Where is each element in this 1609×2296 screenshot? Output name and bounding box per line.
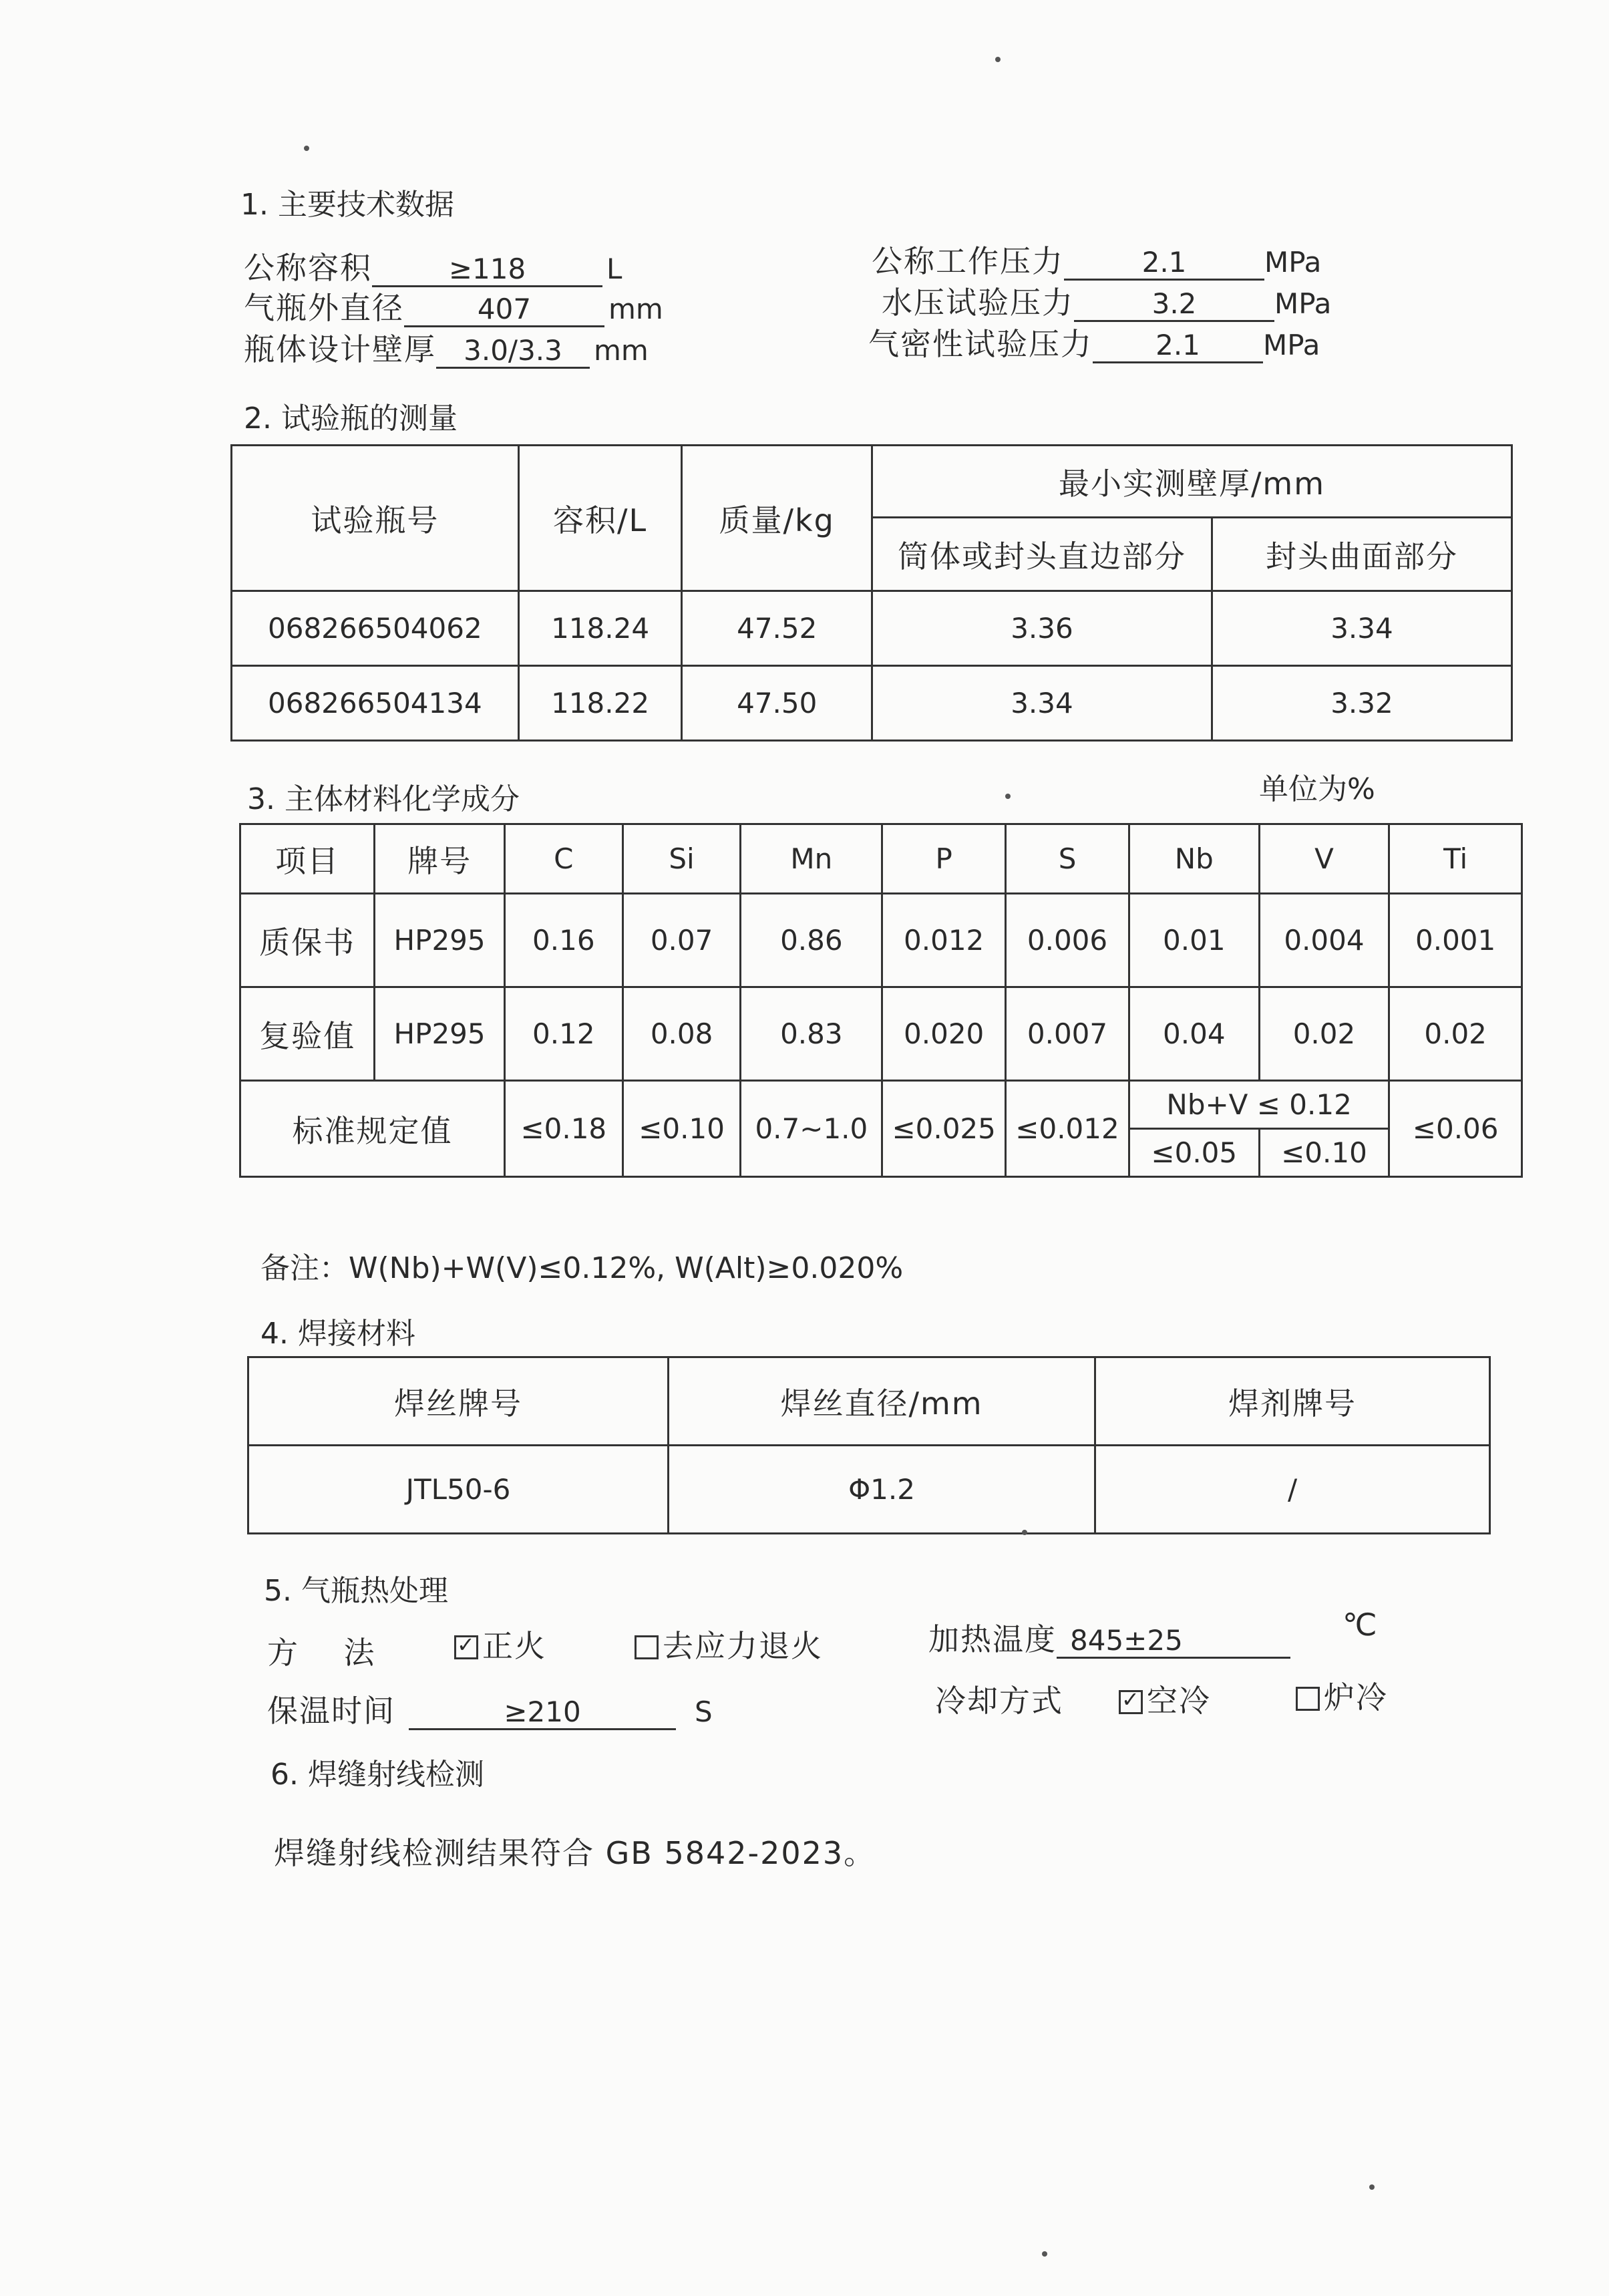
field-unit: MPa	[1264, 246, 1322, 279]
scan-speck	[1005, 794, 1011, 799]
heating-temperature-unit: ℃	[1343, 1607, 1379, 1643]
header-grade: 牌号	[375, 824, 505, 894]
field-label: 气瓶外直径	[244, 290, 404, 326]
section-3-title: 3. 主体材料化学成分	[247, 782, 520, 816]
section-1-title: 1. 主要技术数据	[240, 188, 454, 222]
option-label: 去应力退火	[663, 1628, 823, 1664]
cell-wire-grade: JTL50-6	[248, 1446, 669, 1534]
cell-bottle-no: 068266504062	[232, 591, 519, 666]
cell-item: 复验值	[240, 987, 375, 1081]
field-value: 2.1	[1093, 329, 1263, 363]
section-6-title: 6. 焊缝射线检测	[271, 1758, 484, 1792]
field-label: 公称工作压力	[872, 243, 1064, 279]
option-air-cooling[interactable]	[1119, 1677, 1211, 1721]
cell-si: 0.07	[622, 894, 741, 987]
field-value: 845±25	[1057, 1624, 1290, 1659]
remark: 备注：W(Nb)+W(V)≤0.12%, W(Alt)≥0.020%	[260, 1251, 904, 1285]
field-value: 3.0/3.3	[436, 334, 590, 369]
option-furnace-cooling[interactable]	[1296, 1673, 1388, 1717]
field-value: 2.1	[1064, 246, 1264, 281]
cell-std-p: ≤0.025	[882, 1081, 1006, 1177]
wall-thickness-field	[244, 325, 649, 369]
cell-p: 0.012	[882, 894, 1006, 987]
header-s: S	[1006, 824, 1129, 894]
cell-wire-diameter: Φ1.2	[669, 1446, 1095, 1534]
nominal-volume-field	[244, 244, 622, 288]
cooling-method-label: 冷却方式	[935, 1683, 1063, 1719]
field-label: 气密性试验压力	[868, 326, 1093, 362]
cell-std-nb: ≤0.05	[1129, 1129, 1259, 1177]
scan-speck	[995, 57, 1001, 62]
field-unit: S	[695, 1695, 713, 1728]
field-value: 3.2	[1074, 287, 1274, 322]
cell-std-si: ≤0.10	[622, 1081, 741, 1177]
cell-std-s: ≤0.012	[1006, 1081, 1129, 1177]
cell-c: 0.12	[504, 987, 622, 1081]
radiographic-result-text: 焊缝射线检测结果符合 GB 5842-2023。	[274, 1835, 876, 1871]
table-row	[232, 591, 1512, 666]
cell-mn: 0.83	[741, 987, 882, 1081]
cell-si: 0.08	[622, 987, 741, 1081]
checkbox-unchecked-icon[interactable]	[635, 1635, 659, 1659]
cell-mass: 47.52	[682, 591, 872, 666]
header-p: P	[882, 824, 1006, 894]
header-volume: 容积/L	[518, 446, 682, 591]
option-label: 正火	[482, 1628, 546, 1664]
header-head: 封头曲面部分	[1212, 518, 1511, 591]
cell-std-c: ≤0.18	[504, 1081, 622, 1177]
table-row	[248, 1446, 1490, 1534]
cell-cylinder: 3.34	[872, 666, 1212, 741]
cell-volume: 118.24	[518, 591, 682, 666]
scan-speck	[1369, 2184, 1375, 2190]
cell-grade: HP295	[375, 987, 505, 1081]
checkbox-checked-icon[interactable]	[1119, 1690, 1143, 1714]
table-row	[240, 987, 1522, 1081]
field-unit: mm	[594, 334, 649, 367]
cell-s: 0.007	[1006, 987, 1129, 1081]
section-5-title: 5. 气瓶热处理	[264, 1574, 448, 1608]
cell-mass: 47.50	[682, 666, 872, 741]
unit-note: 单位为%	[1259, 772, 1375, 806]
header-si: Si	[622, 824, 741, 894]
header-flux-grade: 焊剂牌号	[1095, 1357, 1490, 1446]
cell-ti: 0.02	[1389, 987, 1522, 1081]
field-label: 公称容积	[244, 250, 372, 286]
header-nb: Nb	[1129, 824, 1259, 894]
field-unit: L	[606, 253, 622, 285]
scan-speck	[1022, 1530, 1027, 1535]
holding-time-field	[267, 1687, 713, 1731]
cell-item: 质保书	[240, 894, 375, 987]
field-label: 加热温度	[928, 1621, 1057, 1657]
cell-nb: 0.04	[1129, 987, 1259, 1081]
working-pressure-field	[872, 237, 1321, 281]
cell-v: 0.02	[1259, 987, 1389, 1081]
section-2-title: 2. 试验瓶的测量	[244, 401, 458, 436]
cell-head: 3.34	[1212, 591, 1511, 666]
field-unit: MPa	[1263, 329, 1320, 361]
airtight-test-pressure-field	[868, 320, 1320, 364]
outer-diameter-field	[244, 284, 663, 328]
heating-temperature-field	[928, 1615, 1290, 1659]
header-row	[240, 824, 1522, 894]
header-min-thickness: 最小实测壁厚/mm	[872, 446, 1512, 518]
table-row	[240, 894, 1522, 987]
welding-material-table	[247, 1356, 1491, 1534]
checkbox-unchecked-icon[interactable]	[1296, 1687, 1320, 1711]
section-4-title: 4. 焊接材料	[260, 1317, 415, 1351]
chemical-composition-table	[239, 823, 1523, 1178]
cell-standard-label: 标准规定值	[240, 1081, 505, 1177]
option-label: 空冷	[1147, 1683, 1211, 1719]
scan-speck	[1042, 2251, 1047, 2257]
header-mass: 质量/kg	[682, 446, 872, 591]
header-item: 项目	[240, 824, 375, 894]
scan-speck	[304, 146, 309, 151]
header-cylinder: 筒体或封头直边部分	[872, 518, 1212, 591]
option-stress-relief[interactable]	[635, 1622, 823, 1666]
field-value: ≥118	[372, 253, 602, 287]
cell-c: 0.16	[504, 894, 622, 987]
cell-ti: 0.001	[1389, 894, 1522, 987]
field-label: 水压试验压力	[882, 285, 1074, 321]
method-label: 方 法	[267, 1635, 376, 1671]
table-row	[232, 666, 1512, 741]
cell-cylinder: 3.36	[872, 591, 1212, 666]
cell-std-ti: ≤0.06	[1389, 1081, 1522, 1177]
bottle-measurement-table	[230, 444, 1513, 742]
cell-volume: 118.22	[518, 666, 682, 741]
cell-mn: 0.86	[741, 894, 882, 987]
header-bottle-no: 试验瓶号	[232, 446, 519, 591]
header-v: V	[1259, 824, 1389, 894]
cell-std-nbv: Nb+V ≤ 0.12	[1129, 1081, 1389, 1129]
header-c: C	[504, 824, 622, 894]
cell-std-mn: 0.7~1.0	[741, 1081, 882, 1177]
cell-p: 0.020	[882, 987, 1006, 1081]
header-wire-grade: 焊丝牌号	[248, 1357, 669, 1446]
field-unit: mm	[608, 293, 663, 325]
option-label: 炉冷	[1324, 1679, 1388, 1715]
checkbox-checked-icon[interactable]	[454, 1635, 478, 1659]
field-unit: MPa	[1274, 287, 1332, 320]
standard-row	[240, 1081, 1522, 1129]
field-value: 407	[404, 293, 604, 327]
cell-s: 0.006	[1006, 894, 1129, 987]
header-row	[248, 1357, 1490, 1446]
cell-head: 3.32	[1212, 666, 1511, 741]
cell-grade: HP295	[375, 894, 505, 987]
cell-std-v: ≤0.10	[1259, 1129, 1389, 1177]
cell-flux-grade: /	[1095, 1446, 1490, 1534]
cell-bottle-no: 068266504134	[232, 666, 519, 741]
header-mn: Mn	[741, 824, 882, 894]
hydro-test-pressure-field	[882, 279, 1331, 323]
cell-v: 0.004	[1259, 894, 1389, 987]
field-label: 瓶体设计壁厚	[244, 331, 436, 367]
field-label: 保温时间	[267, 1693, 395, 1729]
header-ti: Ti	[1389, 824, 1522, 894]
field-value: ≥210	[409, 1695, 676, 1730]
cell-nb: 0.01	[1129, 894, 1259, 987]
option-normalize[interactable]	[454, 1622, 546, 1666]
header-wire-diameter: 焊丝直径/mm	[669, 1357, 1095, 1446]
